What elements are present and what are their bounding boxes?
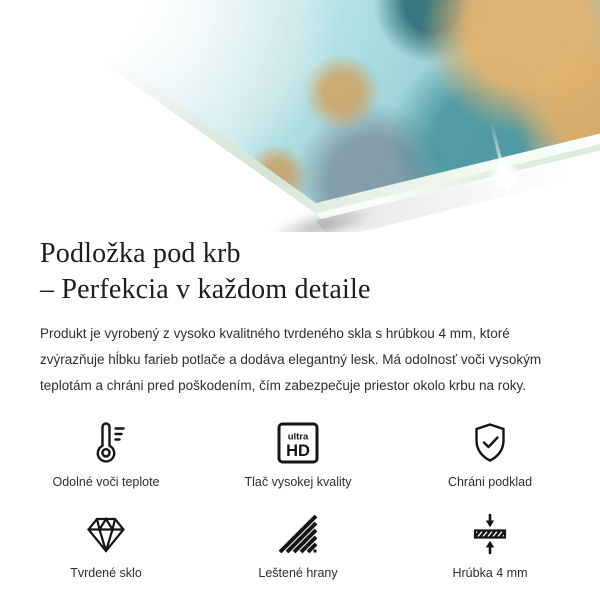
polished-edge-icon <box>274 507 322 561</box>
feature-label: Tvrdené sklo <box>70 566 142 580</box>
page-title <box>40 236 560 308</box>
feature-heat-resistant <box>10 416 202 489</box>
feature-polished-edges <box>202 507 394 580</box>
ultra-hd-icon-text-bottom: HD <box>286 442 310 460</box>
feature-label: Leštené hrany <box>258 566 338 580</box>
product-description: Produkt je vyrobený z vysoko kvalitného tvrdeného skla s hrúbkou 4 mm, ktoré zvýrazňuje hĺbku farieb potlače a dodáva elegantný lesk. Má odolnosť voči vysokým teplotám a chráni pred poškodením, čím zabezpečuje priestor okolo krbu na roky. <box>40 326 542 393</box>
feature-label: Hrúbka 4 mm <box>452 566 528 580</box>
page-title-line2: – Perfekcia v každom detaile <box>40 274 371 305</box>
ultra-hd-icon <box>274 416 322 470</box>
feature-tempered-glass <box>10 507 202 580</box>
diamond-icon <box>82 507 130 561</box>
feature-print-quality <box>202 416 394 489</box>
feature-label: Odolné voči teplote <box>52 475 160 489</box>
feature-label: Tlač vysokej kvality <box>244 475 352 489</box>
thermometer-icon <box>82 416 130 470</box>
feature-label: Chráni podklad <box>447 475 533 489</box>
feature-grid <box>10 416 600 580</box>
thickness-icon <box>466 507 514 561</box>
product-image <box>0 0 600 232</box>
product-copy <box>40 236 560 399</box>
feature-protects-floor <box>394 416 586 489</box>
shield-check-icon <box>466 416 514 470</box>
page-title-line1: Podložka pod krb <box>40 238 241 269</box>
sparkle-core <box>486 157 525 196</box>
feature-thickness <box>394 507 586 580</box>
ultra-hd-icon-text-top: ultra <box>287 431 309 443</box>
